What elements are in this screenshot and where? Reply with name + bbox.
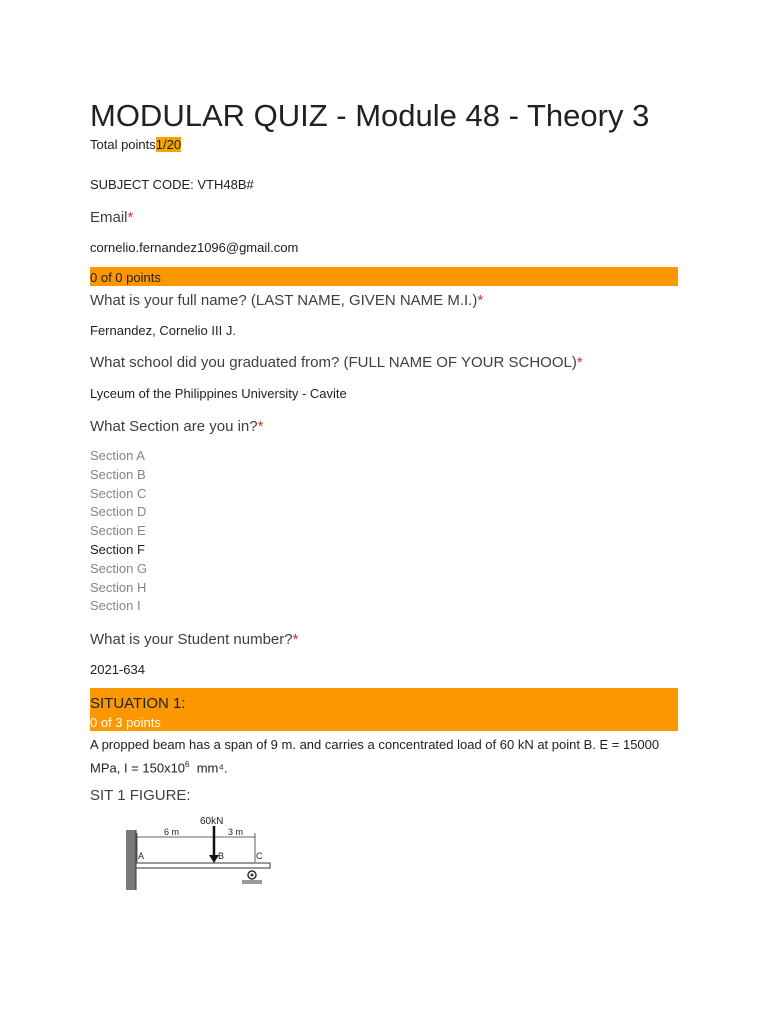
required-mark: * bbox=[477, 292, 484, 309]
school-answer: Lyceum of the Philippines University - Cavite bbox=[90, 386, 347, 401]
total-points-score: 1/20 bbox=[155, 137, 182, 152]
roller-pin bbox=[251, 874, 254, 877]
dim-label-right: 3 m bbox=[228, 827, 244, 837]
student-number-question bbox=[90, 631, 298, 648]
load-label: 60kN bbox=[200, 816, 224, 827]
option-section-h: Section H bbox=[90, 580, 147, 595]
total-points bbox=[90, 137, 181, 152]
dim-label-left: 6 m bbox=[164, 827, 180, 837]
point-c-label: C bbox=[256, 851, 263, 861]
full-name-question-text: What is your full name? (LAST NAME, GIVEN NAME M.I.) bbox=[90, 292, 478, 309]
student-number-answer: 2021-634 bbox=[90, 662, 145, 677]
email-label: Email bbox=[90, 209, 128, 226]
situation-header bbox=[90, 688, 678, 731]
quiz-title: MODULAR QUIZ - Module 48 - Theory 3 bbox=[90, 98, 650, 133]
option-section-f-selected: Section F bbox=[90, 542, 145, 557]
option-section-d: Section D bbox=[90, 504, 147, 519]
option-section-a: Section A bbox=[90, 448, 145, 463]
exponent: 6 bbox=[185, 760, 190, 769]
required-mark: * bbox=[127, 209, 134, 226]
beam bbox=[136, 863, 270, 868]
points-bar-label: 0 of 0 points bbox=[90, 270, 161, 285]
situation-text bbox=[90, 735, 680, 778]
figure-label: SIT 1 FIGURE: bbox=[90, 787, 191, 804]
section-question bbox=[90, 418, 263, 435]
option-section-b: Section B bbox=[90, 467, 146, 482]
required-mark: * bbox=[576, 354, 583, 371]
email-question bbox=[90, 209, 133, 226]
situation-text-main: A propped beam has a span of 9 m. and carries a concentrated load of 60 kN at point B. E = 15000 MPa, I = 150x10 bbox=[90, 737, 660, 776]
student-number-question-text: What is your Student number? bbox=[90, 631, 293, 648]
option-section-e: Section E bbox=[90, 523, 146, 538]
point-b-label: B bbox=[218, 851, 225, 861]
required-mark: * bbox=[257, 418, 264, 435]
full-name-question bbox=[90, 292, 483, 309]
email-answer: cornelio.fernandez1096@gmail.com bbox=[90, 240, 299, 255]
point-a-label: A bbox=[138, 851, 145, 861]
required-mark: * bbox=[292, 631, 299, 648]
option-section-g: Section G bbox=[90, 561, 148, 576]
situation-points: 0 of 3 points bbox=[90, 715, 161, 730]
situation-text-unit: mm⁴. bbox=[196, 760, 228, 776]
section-question-text: What Section are you in? bbox=[90, 418, 258, 435]
roller-ground bbox=[242, 880, 262, 884]
points-bar bbox=[90, 267, 678, 286]
beam-figure bbox=[120, 808, 280, 898]
subject-code: SUBJECT CODE: VTH48B# bbox=[90, 177, 254, 192]
option-section-c: Section C bbox=[90, 486, 147, 501]
school-question-text: What school did you graduated from? (FULL NAME OF YOUR SCHOOL) bbox=[90, 354, 577, 371]
full-name-answer: Fernandez, Cornelio III J. bbox=[90, 323, 236, 338]
option-section-i: Section I bbox=[90, 598, 141, 613]
total-points-label: Total points bbox=[90, 137, 156, 152]
school-question bbox=[90, 354, 583, 371]
situation-title: SITUATION 1: bbox=[90, 695, 186, 712]
fixed-wall bbox=[126, 830, 136, 890]
